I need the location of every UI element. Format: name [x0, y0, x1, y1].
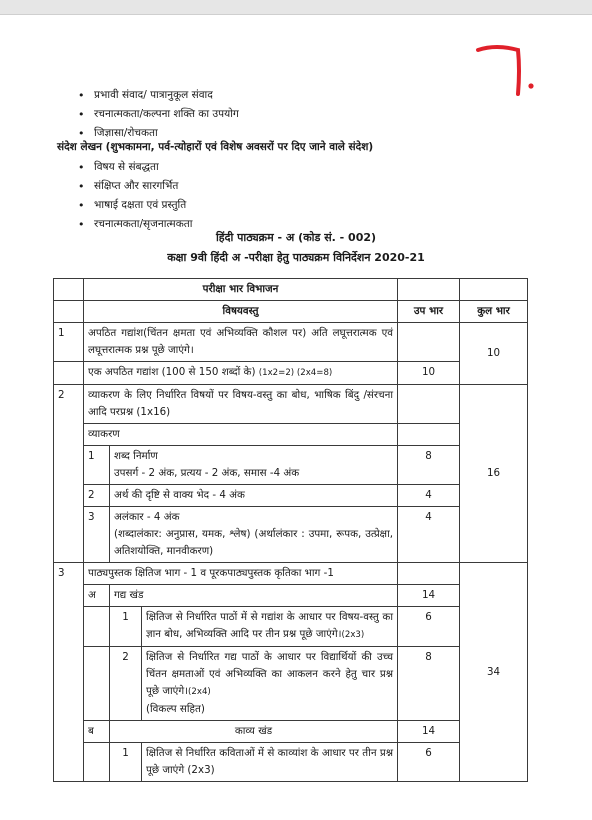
sub-marks: 8 — [398, 446, 460, 485]
item-number: 1 — [110, 607, 142, 647]
list-item: • जिज्ञासा/रोचकता — [78, 124, 239, 143]
section-number: 2 — [54, 385, 84, 563]
section-number: 1 — [54, 323, 84, 362]
item-number: 3 — [84, 507, 110, 563]
subtext-label: एक अपठित गद्यांश (100 से 150 शब्दों के) — [88, 366, 256, 378]
prose-question — [142, 647, 398, 721]
list-item: • विषय से संबद्धता — [78, 158, 192, 177]
prose-question — [142, 607, 398, 647]
section-text: अपठित गद्यांश(चिंतन क्षमता एवं अभिव्यक्ति कौशल पर) अति लघूत्तरात्मक एवं लघूत्तरात्मक प्रश्न पूछे जाएंगे। — [84, 323, 398, 362]
section-text: पाठ्यपुस्तक क्षितिज भाग - 1 व पूरकपाठ्यपुस्तक कृतिका भाग -1 — [84, 563, 398, 585]
question-note: (2x3) — [341, 630, 365, 640]
section-subheading: व्याकरण — [84, 424, 398, 446]
item-detail: (शब्दालंकार: अनुप्रास, यमक, श्लेष) (अर्थालंकार : उपमा, रूपक, उत्प्रेक्षा, अतिशयोक्ति, मानवीकरण) — [114, 528, 394, 557]
item-number: 2 — [84, 485, 110, 507]
section-number: 3 — [54, 563, 84, 782]
table-caption: परीक्षा भार विभाजन — [84, 279, 398, 301]
red-pen-annotation — [474, 40, 544, 100]
sub-marks: 10 — [398, 362, 460, 385]
header-total-marks: कुल भार — [460, 301, 528, 323]
list-item: • भाषाई दक्षता एवं प्रस्तुति — [78, 196, 192, 215]
sub-marks: 6 — [398, 607, 460, 647]
sub-marks: 4 — [398, 507, 460, 563]
list-item: • रचनात्मकता/सृजनात्मकता — [78, 215, 192, 234]
poetry-question: क्षितिज से निर्धारित कविताओं में से काव्यांश के आधार पर तीन प्रश्न पूछे जाएंगे (2x3) — [142, 743, 398, 782]
part-title: गद्य खंड — [110, 585, 398, 607]
bullet-list-message — [78, 158, 192, 234]
grammar-item — [110, 507, 398, 563]
section-total: 10 — [460, 323, 528, 385]
subtext-note: (1x2=2) (2x4=8) — [258, 368, 333, 378]
question-text: क्षितिज से निर्धारित गद्य पाठों के आधार पर विद्यार्थियों की उच्च चिंतन क्षमताओं एवं अभिव्यक्ति का आकलन करने हेतु चार प्रश्न पूछे जाएंगे। — [146, 651, 394, 697]
list-item: • संक्षिप्त और सारगर्भित — [78, 177, 192, 196]
header-sub-marks: उप भार — [398, 301, 460, 323]
list-item: • रचनात्मकता/कल्पना शक्ति का उपयोग — [78, 105, 239, 124]
syllabus-subtitle: कक्षा 9वी हिंदी अ -परीक्षा हेतु पाठ्यक्रम विनिर्देशन 2020-21 — [167, 251, 425, 264]
question-text: क्षितिज से निर्धारित पाठों में से गद्यांश के आधार पर विषय-वस्तु का ज्ञान बोध, अभिव्यक्ति आदि पर तीन प्रश्न पूछे जाएंगे। — [146, 611, 394, 640]
message-writing-heading: संदेश लेखन (शुभकामना, पर्व-त्योहारों एवं विशेष अवसरों पर दिए जाने वाले संदेश) — [57, 141, 374, 153]
part-title: काव्य खंड — [110, 721, 398, 743]
window-top-bar — [0, 0, 592, 15]
section-text: व्याकरण के लिए निर्धारित विषयों पर विषय-वस्तु का बोध, भाषिक बिंदु /संरचना आदि परप्रश्न (1x16) — [84, 385, 398, 424]
item-title: शब्द निर्माण — [114, 450, 158, 462]
list-item: • प्रभावी संवाद/ पात्रानुकूल संवाद — [78, 86, 239, 105]
question-note: (2x4) — [188, 687, 211, 697]
marks-distribution-table — [53, 278, 528, 782]
item-detail: उपसर्ग - 2 अंक, प्रत्यय - 2 अंक, समास -4 अंक — [114, 467, 300, 479]
grammar-item — [110, 446, 398, 485]
grammar-item: अर्थ की दृष्टि से वाक्य भेद - 4 अंक — [110, 485, 398, 507]
sub-marks: 4 — [398, 485, 460, 507]
part-marks: 14 — [398, 721, 460, 743]
section-total: 34 — [460, 563, 528, 782]
part-label: अ — [84, 585, 110, 607]
header-content: विषयवस्तु — [84, 301, 398, 323]
item-title: अलंकार - 4 अंक — [114, 511, 180, 523]
part-marks: 14 — [398, 585, 460, 607]
item-number: 2 — [110, 647, 142, 721]
sub-marks: 6 — [398, 743, 460, 782]
sub-marks: 8 — [398, 647, 460, 721]
section-total: 16 — [460, 385, 528, 563]
syllabus-title: हिंदी पाठ्यक्रम - अ (कोड सं. - 002) — [215, 231, 377, 244]
part-label: ब — [84, 721, 110, 743]
section-subtext — [84, 362, 398, 385]
bullet-list-top — [78, 86, 239, 143]
item-number: 1 — [84, 446, 110, 485]
item-number: 1 — [110, 743, 142, 782]
question-extra: (विकल्प सहित) — [146, 703, 205, 715]
